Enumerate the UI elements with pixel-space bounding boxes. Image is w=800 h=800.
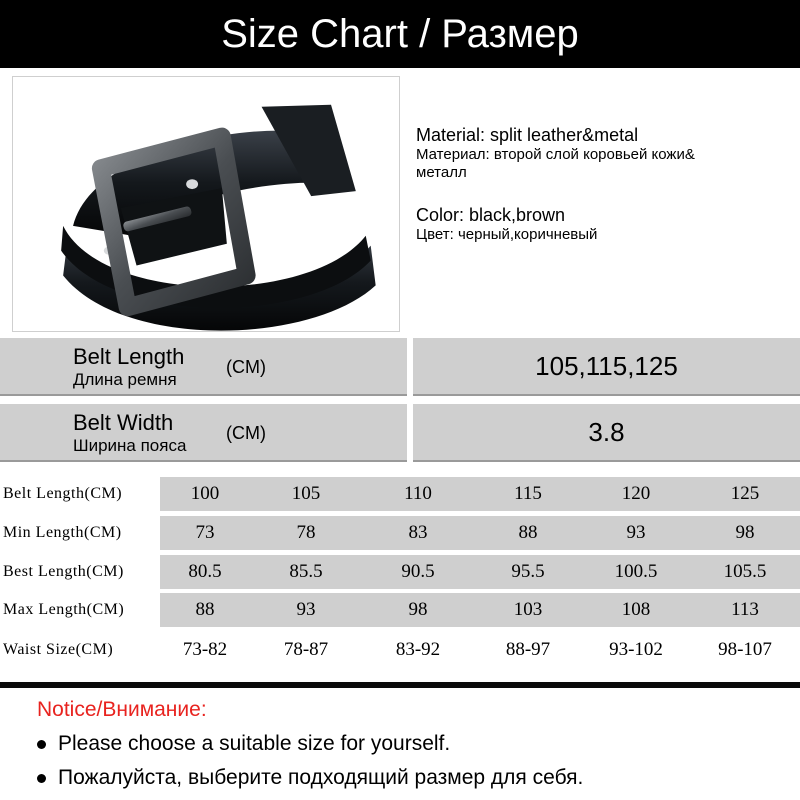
belt-length-unit: (CM) — [226, 357, 266, 377]
table-cell: 103 — [513, 599, 543, 620]
material-ru-line2: металл — [416, 164, 467, 181]
color-ru: Цвет: черный,коричневый — [416, 226, 598, 243]
table-cell: 120 — [621, 483, 651, 504]
belt-width-label-cell — [0, 404, 407, 462]
table-row — [0, 593, 800, 627]
belt-illustration-icon — [13, 77, 399, 331]
table-cell: 93 — [296, 599, 316, 620]
row-header: Max Length(CM) — [0, 593, 160, 627]
belt-length-value: 105,115,125 — [413, 338, 800, 396]
belt-length-label-en: Belt Length — [73, 344, 185, 369]
belt-width-value: 3.8 — [413, 404, 800, 462]
belt-length-label-cell — [0, 338, 407, 396]
row-header: Min Length(CM) — [0, 516, 160, 550]
bullet-dot-icon — [37, 740, 46, 749]
table-cell: 73 — [195, 522, 215, 543]
table-cell: 78 — [296, 522, 316, 543]
page-title: Size Chart / Размер — [0, 0, 800, 68]
section-divider — [0, 682, 800, 688]
belt-width-label-ru: Ширина пояса — [73, 436, 187, 455]
table-cell: 88-97 — [505, 639, 551, 660]
material-ru-line1: Материал: второй слой коровьей кожи& — [416, 146, 695, 163]
table-row — [0, 516, 800, 550]
table-cell: 83 — [408, 522, 428, 543]
table-cell: 113 — [731, 599, 759, 620]
belt-length-row — [0, 338, 800, 396]
table-cell: 98 — [408, 599, 428, 620]
belt-width-row — [0, 404, 800, 462]
table-cell: 98 — [735, 522, 755, 543]
table-cell: 108 — [621, 599, 651, 620]
table-cell: 115 — [514, 483, 542, 504]
belt-width-label-en: Belt Width — [73, 410, 174, 435]
bullet-dot-icon — [37, 774, 46, 783]
table-cell: 88 — [195, 599, 215, 620]
table-cell: 90.5 — [401, 561, 435, 582]
table-cell: 105.5 — [723, 561, 767, 582]
table-cell: 100.5 — [614, 561, 658, 582]
belt-length-label-ru: Длина ремня — [73, 370, 177, 389]
table-row — [0, 633, 800, 667]
row-header: Best Length(CM) — [0, 555, 160, 589]
table-cell: 88 — [518, 522, 538, 543]
table-cell: 93 — [626, 522, 646, 543]
notice-item-text: Пожалуйста, выберите подходящий размер для себя. — [58, 766, 584, 789]
table-cell: 105 — [291, 483, 321, 504]
table-row — [0, 477, 800, 511]
belt-photo — [12, 76, 400, 332]
table-cell: 110 — [404, 483, 432, 504]
notice-item — [37, 766, 583, 790]
row-header: Waist Size(CM) — [0, 633, 160, 667]
table-cell: 93-102 — [609, 639, 663, 660]
table-cell: 125 — [730, 483, 760, 504]
notice-title: Notice/Внимание: — [37, 698, 207, 721]
table-cell: 85.5 — [289, 561, 323, 582]
material-en: Material: split leather&metal — [416, 125, 639, 145]
product-specs — [416, 124, 796, 244]
table-row — [0, 555, 800, 589]
notice-item-text: Please choose a suitable size for yourself. — [58, 732, 451, 755]
belt-width-unit: (CM) — [226, 423, 266, 443]
table-cell: 100 — [190, 483, 220, 504]
table-cell: 98-107 — [718, 639, 772, 660]
color-en: Color: black,brown — [416, 205, 566, 225]
notice-item — [37, 732, 450, 756]
row-header: Belt Length(CM) — [0, 477, 160, 511]
table-cell: 95.5 — [511, 561, 545, 582]
table-cell: 78-87 — [283, 639, 329, 660]
table-cell: 83-92 — [395, 639, 441, 660]
table-cell: 80.5 — [188, 561, 222, 582]
table-cell: 73-82 — [182, 639, 228, 660]
